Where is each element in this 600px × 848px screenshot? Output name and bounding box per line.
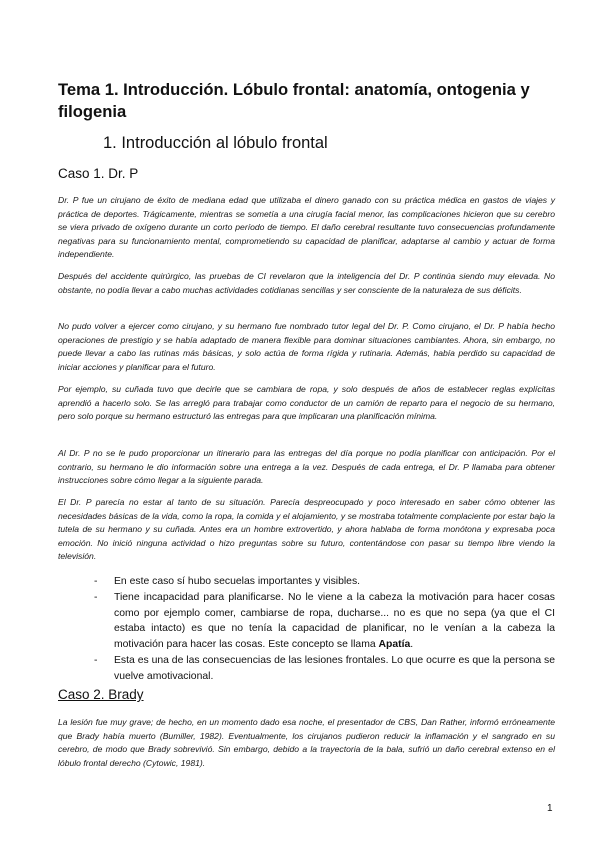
document-title: Tema 1. Introducción. Lóbulo frontal: anatomía, ontogenia y filogenia [58,80,530,121]
list-item [90,574,555,590]
list-item-text: En este caso sí hubo secuelas importantes y visibles. [114,576,361,587]
bullet-dash: - [94,654,98,666]
case1-paragraph-4: Por ejemplo, su cuñada tuvo que decirle que se cambiara de ropa, y solo después de años de establecer reglas explícitas aprendió a hacerlo solo. Se las arregló para trabajar como conductor de un camión de reparto para el negocio de su hermano, pero solo porque su hermano estructuró las entregas para que implicaran una planificación mínima. [58,384,555,422]
case1-heading: Caso 1. Dr. P [58,166,139,181]
list-item [90,653,555,685]
case1-paragraph-2: Después del accidente quirúrgico, las pruebas de CI revelaron que la inteligencia del Dr. P continúa siendo muy elevada. No obstante, no podía llevar a cabo muchas actividades cotidianas sencillas y ser consciente de la naturaleza de sus déficits. [58,271,555,295]
bullet-dash: - [94,591,98,603]
section-heading: 1. Introducción al lóbulo frontal [103,134,328,152]
list-item-text: Esta es una de las consecuencias de las lesiones frontales. Lo que ocurre es que la persona se vuelve amotivacional. [114,654,555,682]
case1-paragraph-5: Al Dr. P no se le pudo proporcionar un itinerario para las entregas del día porque no podía planificar con anticipación. Por el contrario, su hermano le dio información sobre una entrega a la vez. Después de cada entrega, el Dr. P llamaba para obtener instrucciones sobre cómo llegar a la siguiente parada. [58,448,555,486]
case2-paragraph: La lesión fue muy grave; de hecho, en un momento dado esa noche, el presentador de CBS, Dan Rather, informó erróneamente que Brady había muerto (Bumiller, 1982). Eventualmente, los cirujanos pudieron reducir la inflamación y el sangrado en su cerebro, de modo que Brady sobrevivió. Sin embargo, debido a la trayectoria de la bala, sufrió un daño cerebral extenso en el lóbulo frontal derecho (Cytowic, 1981). [58,717,555,768]
list-item [90,590,555,653]
list-item-text: Tiene incapacidad para planificarse. No le viene a la cabeza la motivación para hacer cosas como por ejemplo comer, cambiarse de ropa, ducharse... no es que no sepa (ya que el CI estaba intacto) es que no tenía la capacidad de planificar, no le venían a la cabeza la motivación para hacer las cosas. Este concepto se llama [114,591,555,651]
case2-heading: Caso 2. Brady [58,687,144,702]
bold-term: Apatía [378,639,411,651]
case1-paragraph-3: No pudo volver a ejercer como cirujano, y su hermano fue nombrado tutor legal del Dr. P. Como cirujano, el Dr. P había hecho operaciones de prestigio y se había adaptado de manera flexible para dominar situaciones cambiantes. Ahora, sin embargo, no puede llevar a cabo las rutinas más básicas, y solo actúa de forma rígida y rutinaria. Además, había perdido su capacidad de iniciar acciones y planificar para el futuro. [58,321,555,372]
bullet-dash: - [94,576,98,587]
case1-bullet-list [90,574,555,685]
case1-paragraph-6: El Dr. P parecía no estar al tanto de su situación. Parecía despreocupado y poco interesado en saber cómo obtener las necesidades básicas de la vida, como la ropa, la comida y el alojamiento, y se mostraba totalmente complaciente por estar bajo la tutela de su hermano y su cuñada. Antes era un hombre extrovertido, y ahora hablaba de forma monótona y expresaba poca emoción. No inició ninguna actividad o hizo preguntas sobre su futuro, contentándose con pasar su tiempo libre viendo la televisión. [58,497,555,562]
page-number: 1 [547,803,553,814]
list-item-tail: . [410,639,414,651]
case1-paragraph-1: Dr. P fue un cirujano de éxito de mediana edad que utilizaba el dinero ganado con su práctica médica en gastos de viajes y práctica de deportes. Trágicamente, mientras se sometía a una cirugía facial menor, las complicaciones hicieron que su cerebro se viera privado de oxígeno durante un corto período de tiempo. El daño cerebral resultante tuvo consecuencias profundamente negativas para su funcionamiento mental, comprometiendo su capacidad de planificar, adaptarse al cambio y actuar de forma independiente. [58,195,555,260]
